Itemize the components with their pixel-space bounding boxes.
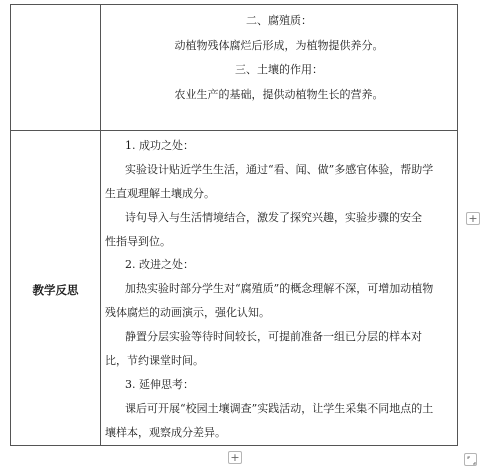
subheading-extend: 3. 延伸思考： <box>125 377 194 391</box>
resize-handle[interactable] <box>464 453 477 466</box>
text-line: 生直观理解土壤成分。 <box>105 186 215 200</box>
text-line: 课后可开展“校园土壤调查”实践活动，让学生采集不同地点的土 <box>125 401 434 415</box>
label-cell-empty[interactable] <box>11 5 101 131</box>
table-row <box>11 131 458 446</box>
content-cell[interactable] <box>101 131 458 446</box>
add-column-button[interactable]: + <box>466 212 480 225</box>
table-row <box>11 5 458 131</box>
label-cell[interactable] <box>11 131 101 446</box>
resize-icon <box>466 455 477 466</box>
content-cell[interactable] <box>101 5 458 131</box>
subheading-success: 1. 成功之处： <box>125 139 194 152</box>
section-heading: 三、土壤的作用： <box>235 63 323 76</box>
section-heading: 二、腐殖质： <box>246 14 312 27</box>
text-line: 比，节约课堂时间。 <box>105 354 204 368</box>
text-line: 农业生产的基础，提供动植物生长的营养。 <box>174 87 384 101</box>
row-label: 教学反思 <box>32 282 79 297</box>
text-line: 壤样本，观察成分差异。 <box>105 425 226 439</box>
text-line: 静置分层实验等待时间较长，可提前准备一组已分层的样本对 <box>125 330 422 344</box>
text-line: 残体腐烂的动画演示，强化认知。 <box>105 306 270 320</box>
text-line: 动植物残体腐烂后形成，为植物提供养分。 <box>174 38 384 52</box>
text-line: 加热实验时部分学生对“腐殖质”的概念理解不深，可增加动植物 <box>125 282 434 296</box>
text-line: 诗句导入与生活情境结合，激发了探究兴趣，实验步骤的安全 <box>125 210 422 224</box>
subheading-improve: 2. 改进之处： <box>125 258 194 272</box>
text-line: 性指导到位。 <box>105 234 171 248</box>
add-row-button[interactable]: + <box>228 451 242 464</box>
text-line: 实验设计贴近学生生活，通过“看、闻、做”多感官体验，帮助学 <box>125 162 434 176</box>
document-table <box>10 4 458 446</box>
